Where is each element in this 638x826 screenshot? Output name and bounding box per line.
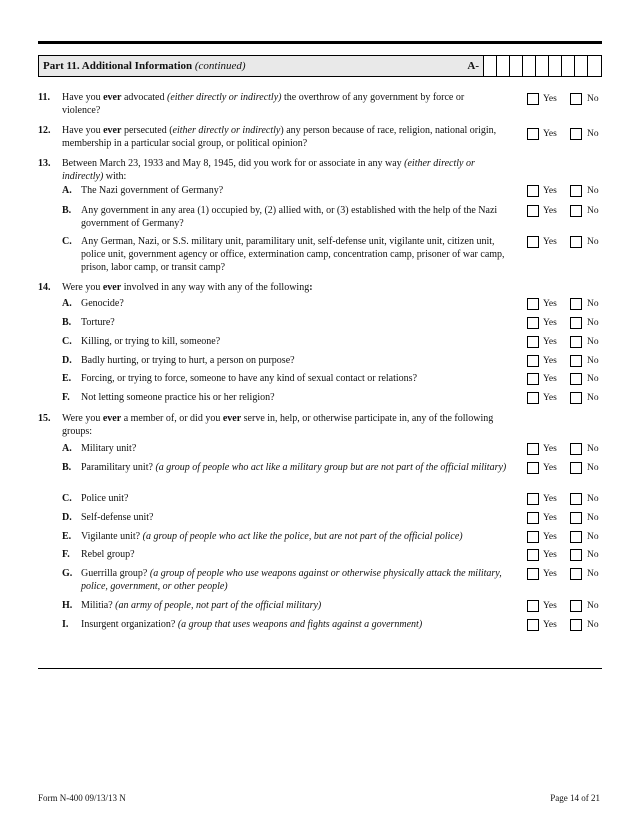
yes-no-group [527, 619, 604, 631]
item-letter: E. [62, 373, 72, 384]
yes-no-group [527, 317, 604, 329]
yes-no-group [527, 462, 604, 474]
yes-no-group [527, 355, 604, 367]
question-text: Have you ever advocated (either directly or indirectly) the overthrow of any government by force or violence? [62, 92, 465, 116]
item-letter: B. [62, 317, 72, 328]
yes-label: Yes [543, 318, 557, 328]
item-letter: G. [62, 568, 73, 579]
yes-no-group [527, 373, 604, 385]
yes-label: Yes [543, 206, 557, 216]
no-label: No [587, 94, 599, 104]
yes-label: Yes [543, 393, 557, 403]
no-label: No [587, 129, 599, 139]
item-letter: C. [62, 493, 72, 504]
form-id: Form N-400 09/13/13 N [38, 793, 126, 803]
no-checkbox[interactable] [570, 128, 582, 140]
item-text: Guerrilla group? (a group of people who use weapons against or otherwise physically attack the military, police, government, or other people) [81, 568, 502, 592]
item-text: The Nazi government of Germany? [81, 185, 224, 196]
no-label: No [587, 550, 599, 560]
no-checkbox[interactable] [570, 392, 582, 404]
no-label: No [587, 494, 599, 504]
yes-label: Yes [543, 569, 557, 579]
part-header [38, 55, 602, 77]
item-letter: D. [62, 355, 72, 366]
yes-no-group [527, 600, 604, 612]
yes-label: Yes [543, 186, 557, 196]
no-label: No [587, 186, 599, 196]
item-letter: A. [62, 443, 72, 454]
yes-no-group [527, 443, 604, 455]
item-text: Insurgent organization? (a group that uses weapons and fights against a government) [81, 619, 423, 630]
question-text: Have you ever persecuted (either directly or indirectly) any person because of race, religion, national origin, membership in a particular social group, or political opinion? [62, 125, 497, 149]
yes-checkbox[interactable] [527, 619, 539, 631]
item-text: Militia? (an army of people, not part of the official military) [81, 600, 322, 611]
item-text: Vigilante unit? (a group of people who act like the police, but are not part of the official police) [81, 531, 463, 542]
yes-checkbox[interactable] [527, 531, 539, 543]
item-letter: D. [62, 512, 72, 523]
item-text: Not letting someone practice his or her religion? [81, 392, 275, 403]
item-text: Any German, Nazi, or S.S. military unit, paramilitary unit, self-defense unit, vigilante unit, citizen unit, police unit, government agency or office, extermination camp, concentration camp, prisoner of war camp, prison, labor camp, or transit camp? [81, 236, 505, 273]
no-label: No [587, 393, 599, 403]
a-number-input[interactable] [483, 56, 601, 76]
no-label: No [587, 318, 599, 328]
no-checkbox[interactable] [570, 531, 582, 543]
yes-no-group [527, 93, 604, 105]
yes-no-group [527, 549, 604, 561]
item-text: Rebel group? [81, 549, 135, 560]
item-text: Paramilitary unit? (a group of people who act like a military group but are not part of the official military) [81, 462, 507, 473]
no-checkbox[interactable] [570, 355, 582, 367]
no-label: No [587, 374, 599, 384]
question-text: Were you ever a member of, or did you ever serve in, help, or otherwise participate in, any of the following groups: [62, 413, 494, 437]
no-checkbox[interactable] [570, 443, 582, 455]
no-label: No [587, 532, 599, 542]
yes-label: Yes [543, 374, 557, 384]
item-letter: H. [62, 600, 73, 611]
no-label: No [587, 337, 599, 347]
no-checkbox[interactable] [570, 236, 582, 248]
no-checkbox[interactable] [570, 549, 582, 561]
yes-checkbox[interactable] [527, 512, 539, 524]
no-checkbox[interactable] [570, 336, 582, 348]
no-checkbox[interactable] [570, 512, 582, 524]
item-text: Forcing, or trying to force, someone to have any kind of sexual contact or relations? [81, 373, 418, 384]
item-text: Badly hurting, or trying to hurt, a person on purpose? [81, 355, 295, 366]
yes-checkbox[interactable] [527, 355, 539, 367]
item-letter: B. [62, 462, 72, 473]
yes-label: Yes [543, 620, 557, 630]
item-letter: I. [62, 619, 69, 630]
no-checkbox[interactable] [570, 205, 582, 217]
item-letter: A. [62, 298, 72, 309]
yes-checkbox[interactable] [527, 392, 539, 404]
no-checkbox[interactable] [570, 93, 582, 105]
no-label: No [587, 299, 599, 309]
item-letter: E. [62, 531, 72, 542]
yes-no-group [527, 336, 604, 348]
yes-label: Yes [543, 494, 557, 504]
no-checkbox[interactable] [570, 568, 582, 580]
item-letter: C. [62, 336, 72, 347]
yes-no-group [527, 185, 604, 197]
no-checkbox[interactable] [570, 185, 582, 197]
question-text: Were you ever involved in any way with any of the following: [62, 282, 313, 293]
yes-label: Yes [543, 513, 557, 523]
yes-label: Yes [543, 444, 557, 454]
item-letter: B. [62, 205, 72, 216]
yes-label: Yes [543, 550, 557, 560]
yes-checkbox[interactable] [527, 336, 539, 348]
question-number: 12. [38, 125, 51, 136]
a-number-label: A- [467, 60, 479, 72]
no-label: No [587, 569, 599, 579]
yes-checkbox[interactable] [527, 493, 539, 505]
yes-checkbox[interactable] [527, 205, 539, 217]
yes-no-group [527, 236, 604, 248]
item-text: Self-defense unit? [81, 512, 154, 523]
item-letter: F. [62, 549, 70, 560]
yes-label: Yes [543, 601, 557, 611]
yes-checkbox[interactable] [527, 93, 539, 105]
yes-checkbox[interactable] [527, 185, 539, 197]
question-number: 14. [38, 282, 51, 293]
no-label: No [587, 237, 599, 247]
yes-checkbox[interactable] [527, 443, 539, 455]
no-checkbox[interactable] [570, 298, 582, 310]
yes-checkbox[interactable] [527, 600, 539, 612]
yes-checkbox[interactable] [527, 236, 539, 248]
yes-no-group [527, 298, 604, 310]
no-label: No [587, 206, 599, 216]
yes-label: Yes [543, 299, 557, 309]
item-text: Police unit? [81, 493, 129, 504]
question-number: 15. [38, 413, 51, 424]
yes-label: Yes [543, 463, 557, 473]
question-text: Between March 23, 1933 and May 8, 1945, did you work for or associate in any way (either directly or indirectly) with: [62, 158, 475, 182]
yes-checkbox[interactable] [527, 128, 539, 140]
bottom-rule [38, 668, 602, 669]
part-title: Part 11. Additional Information (continued) [43, 60, 246, 72]
item-text: Torture? [81, 317, 115, 328]
item-letter: F. [62, 392, 70, 403]
no-label: No [587, 444, 599, 454]
item-letter: C. [62, 236, 72, 247]
yes-label: Yes [543, 129, 557, 139]
page-number: Page 14 of 21 [550, 793, 600, 803]
yes-no-group [527, 128, 604, 140]
yes-label: Yes [543, 237, 557, 247]
yes-checkbox[interactable] [527, 568, 539, 580]
no-label: No [587, 601, 599, 611]
yes-no-group [527, 512, 604, 524]
yes-checkbox[interactable] [527, 317, 539, 329]
top-rule [38, 41, 602, 44]
yes-no-group [527, 568, 604, 580]
yes-label: Yes [543, 532, 557, 542]
item-text: Killing, or trying to kill, someone? [81, 336, 221, 347]
no-checkbox[interactable] [570, 619, 582, 631]
yes-label: Yes [543, 94, 557, 104]
yes-label: Yes [543, 337, 557, 347]
no-label: No [587, 356, 599, 366]
yes-no-group [527, 493, 604, 505]
yes-no-group [527, 531, 604, 543]
no-checkbox[interactable] [570, 373, 582, 385]
yes-checkbox[interactable] [527, 298, 539, 310]
yes-checkbox[interactable] [527, 462, 539, 474]
item-letter: A. [62, 185, 72, 196]
item-text: Genocide? [81, 298, 124, 309]
question-number: 13. [38, 158, 51, 169]
no-checkbox[interactable] [570, 493, 582, 505]
no-checkbox[interactable] [570, 462, 582, 474]
no-label: No [587, 463, 599, 473]
no-label: No [587, 620, 599, 630]
yes-label: Yes [543, 356, 557, 366]
item-text: Any government in any area (1) occupied by, (2) allied with, or (3) established with the help of the Nazi government of Germany? [81, 205, 498, 229]
question-number: 11. [38, 92, 50, 103]
no-label: No [587, 513, 599, 523]
yes-checkbox[interactable] [527, 549, 539, 561]
yes-no-group [527, 205, 604, 217]
yes-checkbox[interactable] [527, 373, 539, 385]
item-text: Military unit? [81, 443, 137, 454]
yes-no-group [527, 392, 604, 404]
no-checkbox[interactable] [570, 600, 582, 612]
no-checkbox[interactable] [570, 317, 582, 329]
